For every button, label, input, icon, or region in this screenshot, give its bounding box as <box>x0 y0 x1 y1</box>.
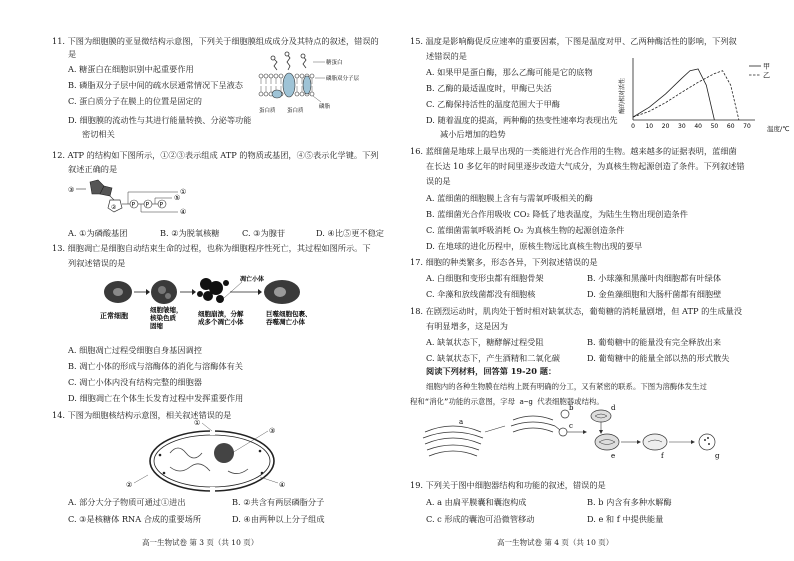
atp-label-5: ⑤ <box>174 194 181 202</box>
q14-option-a[interactable]: A. 部分大分子物质可通过①进出 <box>68 497 186 507</box>
q15-option-a[interactable]: A. 如果甲是蛋白酶，那么乙酶可能是它的底物 <box>426 67 593 77</box>
q18-stem-line2: 有明显增多，这是因为 <box>426 321 508 331</box>
q14-option-d[interactable]: D. ④由两种以上分子组成 <box>232 514 325 524</box>
q19-stem: 19. 下列关于图中细胞器结构和功能的叙述，错误的是 <box>410 480 606 490</box>
left-page-footer: 高一生物试卷 第 3 页（共 10 页） <box>142 538 259 547</box>
q17-option-d[interactable]: D. 金鱼藻细胞和大肠杆菌都有细胞壁 <box>587 289 722 299</box>
q17-option-b[interactable]: B. 小球藻和黑藻叶肉细胞都有叶绿体 <box>587 273 722 283</box>
q12-option-b[interactable]: B. ②为脱氧核糖 <box>160 228 220 238</box>
q17-option-a[interactable]: A. 白细胞和变形虫都有细胞骨架 <box>426 273 544 283</box>
chart-series-line-1 <box>633 71 739 120</box>
q11-option-c[interactable]: C. 蛋白质分子在膜上的位置是固定的 <box>68 96 202 106</box>
q18-option-c[interactable]: C. 缺氧状态下，产生酒精和二氧化碳 <box>426 353 560 363</box>
membrane-label-protein-a: 蛋白质 <box>259 108 276 114</box>
q16-stem-line3: 误的是 <box>426 176 451 186</box>
nucleus-label-1: ① <box>194 419 201 427</box>
lysosome-label-d: d <box>611 404 616 412</box>
q11-option-a[interactable]: A. 糖蛋白在细胞识别中起重要作用 <box>68 64 194 74</box>
q12-option-a[interactable]: A. ①为磷酸基团 <box>68 228 128 238</box>
apoptosis-label-step3a: 巨噬细胞包裹、 <box>266 310 312 318</box>
q12-stem-line1: 12. ATP 的结构如下图所示，①②③表示组成 ATP 的物质或基团，④⑤表示化学键。下列 <box>52 150 379 160</box>
apoptosis-label-step2b: 成多个凋亡小体 <box>198 318 244 326</box>
apoptosis-label-normal: 正常细胞 <box>100 311 128 320</box>
atp-figure <box>68 178 208 218</box>
apoptosis-label-step1a: 细胞皱缩， <box>150 306 183 314</box>
q12-option-d[interactable]: D. ④比⑤更不稳定 <box>316 228 384 238</box>
atp-p2: P <box>145 201 150 209</box>
membrane-label-glycoprotein: 糖蛋白 <box>326 60 343 66</box>
q16-stem-line2: 在长达 10 多亿年的时间里逐步改造大气成分，为真核生物起源创造了条件。下列叙述错 <box>426 161 745 171</box>
q18-stem-line1: 18. 在剧烈运动时，肌肉处于暂时相对缺氧状态，葡萄糖的消耗量剧增，但 ATP 的生成量没 <box>410 306 743 316</box>
atp-label-2: ② <box>111 204 117 211</box>
q11-stem-line1: 11. 下图为细胞膜的亚显微结构示意图，下列关于细胞膜组成成分及其特点的叙述，错误的 <box>52 36 379 46</box>
apoptosis-label-step1c: 固缩 <box>150 322 163 330</box>
chart-x-label: 温度/℃ <box>767 125 790 133</box>
q15-stem-line2: 述错误的是 <box>426 51 467 61</box>
q18-option-a[interactable]: A. 缺氧状态下，糖酵解过程受阻 <box>426 337 544 347</box>
lysosome-label-c: c <box>569 422 573 430</box>
lysosome-label-b: b <box>569 404 574 412</box>
q11-option-b[interactable]: B. 磷脂双分子层中间的疏水层通常情况下呈液态 <box>68 80 243 90</box>
chart-x-tick-label: 10 <box>645 123 654 130</box>
chart-x-tick-label: 70 <box>743 123 751 130</box>
lysosome-label-g: g <box>715 452 720 460</box>
lysosome-label-e: e <box>611 452 616 460</box>
q11-option-d-line2: 密切相关 <box>82 129 115 139</box>
apoptosis-figure <box>100 274 340 332</box>
q13-stem-line2: 列叙述错误的是 <box>68 258 126 268</box>
q19-option-d[interactable]: D. e 和 f 中提供能量 <box>587 514 664 524</box>
right-page <box>397 0 794 561</box>
q12-option-c[interactable]: C. ③为腺苷 <box>242 228 286 238</box>
q11-option-d-line1[interactable]: D. 细胞膜的流动性与其进行能量转换、分泌等功能 <box>68 115 252 125</box>
q16-option-b[interactable]: B. 蓝细菌光合作用吸收 CO₂ 降低了地表温度，为陆生生物出现创造条件 <box>426 209 688 219</box>
chart-x-tick-label: 20 <box>661 123 670 130</box>
q15-option-d-line2: 减小后增加的趋势 <box>440 129 506 139</box>
chart-x-tick-label: 0 <box>631 123 635 130</box>
atp-label-1: ① <box>180 188 187 196</box>
reading-title: 阅读下列材料，回答第 19-20 题： <box>426 366 557 376</box>
apoptosis-label-body: 凋亡小体 <box>240 276 265 283</box>
chart-legend-label-0: 甲 <box>763 62 770 71</box>
q19-option-a[interactable]: A. a 由扁平膜囊和囊泡构成 <box>426 497 527 507</box>
atp-label-4: ④ <box>180 208 187 216</box>
apoptosis-label-step1b: 核染色质 <box>150 314 176 322</box>
q17-stem: 17. 细胞的种类繁多，形态各异，下列叙述错误的是 <box>410 257 598 267</box>
atp-p3: P <box>159 201 164 209</box>
apoptosis-label-step2a: 细胞崩溃，分解 <box>198 310 244 318</box>
q17-option-c[interactable]: C. 伞藻和放线菌都没有细胞核 <box>426 289 536 299</box>
q14-option-b[interactable]: B. ②共含有两层磷脂分子 <box>232 497 325 507</box>
chart-x-tick-label: 60 <box>726 123 735 130</box>
nucleus-label-3: ③ <box>269 427 276 435</box>
q15-option-b[interactable]: B. 乙酶的最适温度时，甲酶已失活 <box>426 83 552 93</box>
q13-option-c[interactable]: C. 凋亡小体内没有结构完整的细胞器 <box>68 377 202 387</box>
q11-stem-line2: 是 <box>68 49 77 59</box>
apoptosis-label-step3b: 吞噬凋亡小体 <box>266 318 305 326</box>
membrane-label-phospholipid: 磷脂 <box>319 104 331 110</box>
q13-option-a[interactable]: A. 细胞凋亡过程受细胞自身基因调控 <box>68 345 202 355</box>
q15-option-d-line1[interactable]: D. 随着温度的提高，两种酶的热变性速率均表现出先 <box>426 115 618 125</box>
q18-option-d[interactable]: D. 葡萄糖中的能量全部以热的形式散失 <box>587 353 730 363</box>
nucleus-figure <box>126 419 290 495</box>
enzyme-activity-chart <box>619 56 790 136</box>
chart-legend-label-1: 乙 <box>763 71 770 80</box>
q19-option-c[interactable]: C. c 形成的囊泡可沿微管移动 <box>426 514 535 524</box>
lysosome-figure <box>415 402 735 464</box>
atp-label-3: ③ <box>68 186 75 194</box>
right-page-footer: 高一生物试卷 第 4 页（共 10 页） <box>497 538 614 547</box>
q15-option-c[interactable]: C. 乙酶保持活性的温度范围大于甲酶 <box>426 99 560 109</box>
lysosome-label-a: a <box>459 418 464 426</box>
q13-stem-line1: 13. 细胞凋亡是细胞自动结束生命的过程，也称为细胞程序性死亡，其过程如图所示。下 <box>52 243 371 253</box>
q13-option-d[interactable]: D. 细胞凋亡在个体生长发育过程中发挥重要作用 <box>68 393 244 403</box>
q15-stem-line1: 15. 温度是影响酶促反应速率的重要因素，下图是温度对甲、乙两种酶活性的影响，下列叙 <box>410 36 737 46</box>
q14-option-c[interactable]: C. ③是核糖体 RNA 合成的重要场所 <box>68 514 202 524</box>
reading-paragraph-line1: 细胞内的各种生物膜在结构上既有明确的分工，又有紧密的联系。下图为溶酶体发生过 <box>426 382 707 391</box>
chart-y-label: 酶的相对活性 <box>619 77 626 115</box>
membrane-figure <box>255 50 360 118</box>
nucleus-label-2: ② <box>126 481 133 489</box>
q13-option-b[interactable]: B. 凋亡小体的形成与溶酶体的消化与溶酶体有关 <box>68 361 243 371</box>
q16-option-c[interactable]: C. 蓝细菌需氧呼吸消耗 O₂ 为真核生物的起源创造条件 <box>426 225 625 235</box>
membrane-label-protein-b: 蛋白质 <box>287 108 304 114</box>
q14-stem: 14. 下图为细胞核结构示意图，相关叙述错误的是 <box>52 410 232 420</box>
atp-p1: P <box>131 201 136 209</box>
chart-x-tick-label: 30 <box>678 123 686 130</box>
chart-x-tick-label: 50 <box>710 123 719 130</box>
lysosome-label-f: f <box>661 452 664 460</box>
q16-stem-line1: 16. 蓝细菌是地球上最早出现的一类能进行光合作用的生物。越来越多的证据表明，蓝细菌 <box>410 146 737 156</box>
chart-x-tick-label: 40 <box>694 123 702 130</box>
q19-option-b[interactable]: B. b 内含有多种水解酶 <box>587 497 672 507</box>
q16-option-d[interactable]: D. 在地球的进化历程中，原核生物远比真核生物出现的要早 <box>426 241 643 251</box>
reading-paragraph-line2: 程和“消化”功能的示意图，字母 a~g 代表细胞器或结构。 <box>410 397 604 406</box>
q12-stem-line2: 叙述正确的是 <box>68 164 118 174</box>
membrane-label-bilayer: 磷脂双分子层 <box>326 76 360 82</box>
q18-option-b[interactable]: B. 葡萄糖中的能量没有完全释放出来 <box>587 337 722 347</box>
nucleus-label-4: ④ <box>279 481 286 489</box>
q16-option-a[interactable]: A. 蓝细菌的细胞膜上含有与需氧呼吸相关的酶 <box>426 193 593 203</box>
